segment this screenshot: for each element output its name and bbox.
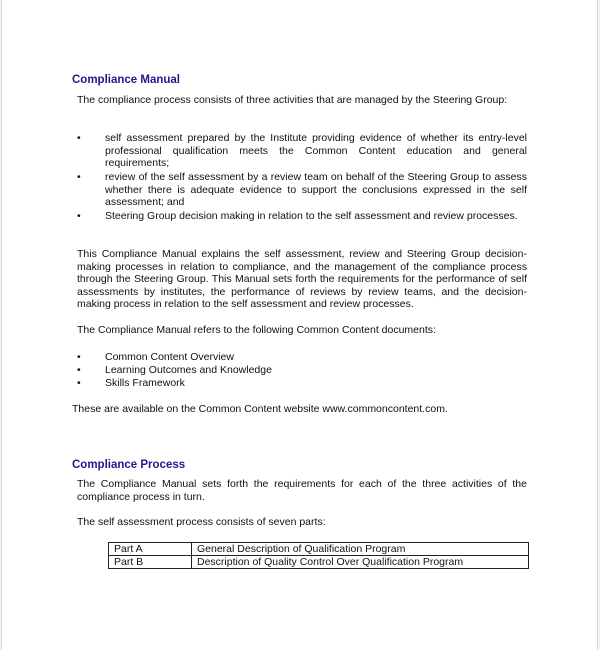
part-description-cell: General Description of Qualification Program [192,543,529,556]
table-row [109,556,529,569]
part-label-cell: Part A [109,543,192,556]
document-item: Skills Framework [105,377,185,389]
compliance-process-heading: Compliance Process [72,459,186,471]
document-page [1,0,598,650]
bullet-marker: • [77,364,81,376]
activity-item: Steering Group decision making in relation to the self assessment and review processes. [105,210,518,222]
activity-item: self assessment prepared by the Institute providing evidence of whether its entry-level professional qualification meets the Common Content education and general requirements; [105,132,527,170]
part-description-cell: Description of Quality Control Over Qualification Program [192,556,529,569]
document-item: Common Content Overview [105,351,234,363]
bullet-marker: • [77,171,81,183]
manual-refers-paragraph: The Compliance Manual refers to the following Common Content documents: [77,324,436,336]
bullet-marker: • [77,210,81,222]
availability-paragraph: These are available on the Common Content website www.commoncontent.com. [72,403,448,415]
part-label-cell: Part B [109,556,192,569]
manual-intro-paragraph: The compliance process consists of three activities that are managed by the Steering Group: [77,94,508,106]
bullet-marker: • [77,132,81,144]
parts-intro-paragraph: The self assessment process consists of seven parts: [77,516,326,528]
document-item: Learning Outcomes and Knowledge [105,364,272,376]
bullet-marker: • [77,377,81,389]
process-intro-paragraph: The Compliance Manual sets forth the requirements for each of the three activities of the compliance process in turn. [77,478,527,503]
parts-table [108,542,529,569]
compliance-manual-heading: Compliance Manual [72,74,180,86]
table-row [109,543,529,556]
activity-item: review of the self assessment by a review team on behalf of the Steering Group to assess whether there is adequate evidence to support the conclusions expressed in the self assessment; and [105,171,527,209]
bullet-marker: • [77,351,81,363]
manual-explanation-paragraph: This Compliance Manual explains the self assessment, review and Steering Group decision-making processes in relation to compliance, and the management of the compliance process through the Steering Group. This Manual sets forth the requirements for the performance of self assessments by institutes, the performance of reviews by review teams, and the decision-making process in relation to the self assessment and review processes. [77,248,527,311]
